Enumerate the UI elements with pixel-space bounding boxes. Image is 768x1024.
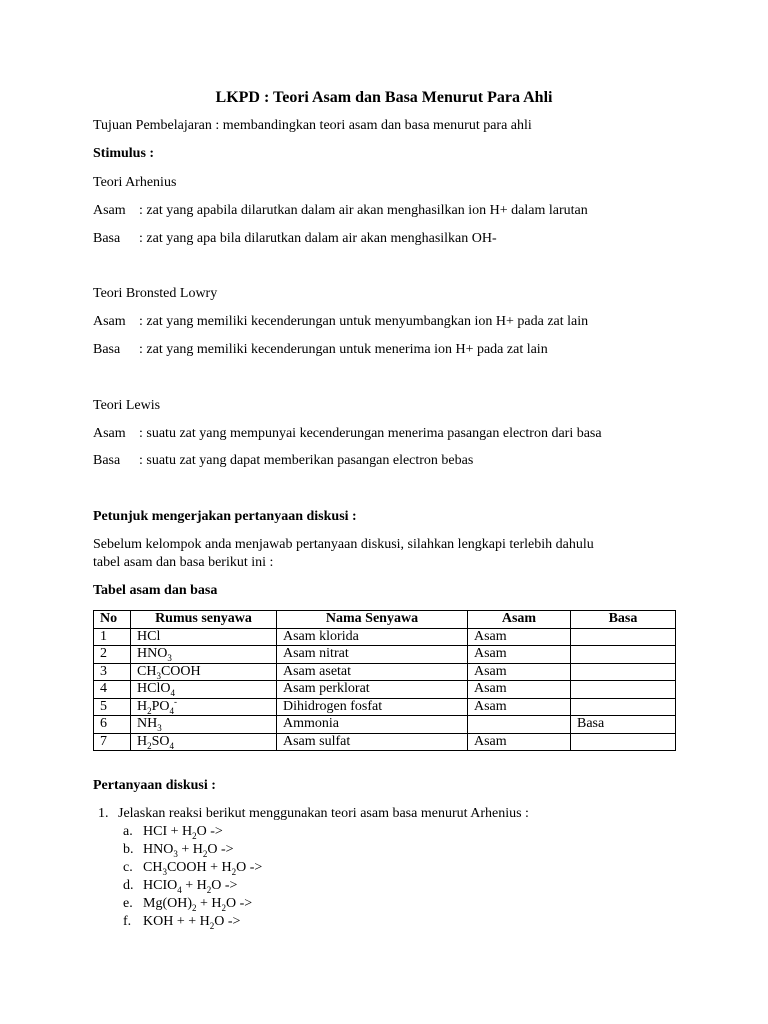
question-item bbox=[98, 805, 718, 931]
base-definition-lewis: : suatu zat yang dapat memberikan pasangan electron bebas bbox=[139, 453, 474, 468]
cell-base bbox=[571, 733, 676, 751]
formula-text: CH bbox=[137, 663, 157, 679]
base-definition-bronsted: : zat yang memiliki kecenderungan untuk menerima ion H+ pada zat lain bbox=[139, 342, 548, 357]
reaction-text: KOH + + H bbox=[143, 914, 210, 929]
cell-acid: Asam bbox=[468, 646, 571, 664]
reaction-subscript: 2 bbox=[202, 848, 208, 859]
reaction-letter: e. bbox=[123, 896, 133, 911]
theory-name-bronsted: Teori Bronsted Lowry bbox=[93, 286, 218, 301]
acid-definition-arhenius: : zat yang apabila dilarutkan dalam air akan menghasilkan ion H+ dalam larutan bbox=[139, 203, 588, 218]
reaction-text: + H bbox=[177, 842, 203, 857]
reaction-text: Mg(OH) bbox=[143, 896, 192, 911]
cell-acid bbox=[468, 716, 571, 734]
acid-label-arhenius: Asam bbox=[93, 203, 126, 218]
formula-superscript: - bbox=[174, 698, 178, 707]
cell-base: Basa bbox=[571, 716, 676, 734]
acid-definition-lewis: : suatu zat yang mempunyai kecenderungan menerima pasangan electron dari basa bbox=[139, 426, 602, 441]
cell-no: 7 bbox=[94, 733, 131, 751]
cell-base bbox=[571, 681, 676, 699]
cell-no: 6 bbox=[94, 716, 131, 734]
reaction-subscript: 2 bbox=[221, 902, 227, 913]
cell-base bbox=[571, 646, 676, 664]
discussion-heading: Pertanyaan diskusi : bbox=[93, 778, 216, 793]
formula-subscript: 2 bbox=[147, 705, 152, 716]
header-formula: Rumus senyawa bbox=[131, 611, 277, 629]
table-row bbox=[94, 681, 676, 699]
cell-name: Ammonia bbox=[277, 716, 468, 734]
cell-no: 5 bbox=[94, 698, 131, 716]
reaction-item bbox=[123, 895, 718, 913]
stimulus-heading: Stimulus : bbox=[93, 146, 155, 161]
reaction-list bbox=[118, 823, 718, 931]
reaction-text: + H bbox=[181, 878, 207, 893]
formula-text: COOH bbox=[160, 663, 201, 679]
formula-subscript: 4 bbox=[170, 688, 175, 698]
table-row bbox=[94, 698, 676, 716]
cell-name: Asam sulfat bbox=[277, 733, 468, 751]
reaction-text: HNO bbox=[143, 842, 174, 857]
formula-subscript: 4 bbox=[169, 705, 175, 716]
reaction-text: O -> bbox=[211, 878, 238, 893]
acid-label-lewis: Asam bbox=[93, 426, 126, 441]
reaction-letter: c. bbox=[123, 860, 133, 875]
table-heading: Tabel asam dan basa bbox=[93, 583, 218, 598]
reaction-item bbox=[123, 841, 718, 859]
cell-acid: Asam bbox=[468, 733, 571, 751]
base-definition-arhenius: : zat yang apa bila dilarutkan dalam air akan menghasilkan OH- bbox=[139, 231, 497, 246]
theory-name-lewis: Teori Lewis bbox=[93, 398, 161, 413]
cell-acid: Asam bbox=[468, 698, 571, 716]
formula-subscript: 3 bbox=[157, 723, 162, 733]
reaction-item bbox=[123, 823, 718, 841]
reaction-text: HCI + H bbox=[143, 824, 193, 839]
reaction-item bbox=[123, 859, 718, 877]
reaction-letter: d. bbox=[123, 878, 134, 893]
reaction-item bbox=[123, 913, 718, 931]
reaction-text: O -> bbox=[236, 860, 263, 875]
reaction-text: HCIO bbox=[143, 878, 178, 893]
header-name: Nama Senyawa bbox=[277, 611, 468, 629]
reaction-letter: f. bbox=[123, 914, 132, 929]
base-label-bronsted: Basa bbox=[93, 342, 121, 357]
table-row bbox=[94, 646, 676, 664]
cell-name: Asam klorida bbox=[277, 628, 468, 646]
discussion-questions bbox=[93, 805, 718, 931]
reaction-text: O -> bbox=[196, 824, 223, 839]
instructions-line-2: tabel asam dan basa berikut ini : bbox=[93, 555, 274, 570]
formula-text: H bbox=[137, 698, 148, 714]
header-no: No bbox=[94, 611, 131, 629]
cell-name: Asam asetat bbox=[277, 663, 468, 681]
cell-formula bbox=[131, 681, 277, 699]
cell-acid: Asam bbox=[468, 663, 571, 681]
reaction-text: O -> bbox=[207, 842, 234, 857]
reaction-subscript: 2 bbox=[209, 920, 215, 931]
formula-text: HCl bbox=[137, 628, 161, 644]
formula-text: HNO bbox=[137, 646, 168, 662]
reaction-subscript: 3 bbox=[162, 866, 167, 877]
table-row bbox=[94, 716, 676, 734]
formula-subscript: 3 bbox=[156, 670, 161, 681]
formula-text: PO bbox=[151, 698, 170, 714]
cell-name: Asam perklorat bbox=[277, 681, 468, 699]
reaction-letter: b. bbox=[123, 842, 134, 857]
cell-base bbox=[571, 663, 676, 681]
acid-definition-bronsted: : zat yang memiliki kecenderungan untuk menyumbangkan ion H+ pada zat lain bbox=[139, 314, 589, 329]
cell-no: 1 bbox=[94, 628, 131, 646]
theory-name-arhenius: Teori Arhenius bbox=[93, 175, 177, 190]
formula-subscript: 2 bbox=[147, 740, 152, 751]
cell-formula bbox=[131, 646, 277, 664]
formula-text: NH bbox=[137, 716, 158, 732]
cell-formula bbox=[131, 733, 277, 751]
cell-name: Asam nitrat bbox=[277, 646, 468, 664]
cell-no: 2 bbox=[94, 646, 131, 664]
header-base: Basa bbox=[571, 611, 676, 629]
reaction-subscript: 2 bbox=[231, 866, 237, 877]
page-title: LKPD : Teori Asam dan Basa Menurut Para Ahli bbox=[215, 89, 553, 106]
reaction-item bbox=[123, 877, 718, 895]
table-row bbox=[94, 628, 676, 646]
reaction-subscript: 4 bbox=[177, 884, 182, 895]
base-label-arhenius: Basa bbox=[93, 231, 121, 246]
cell-formula bbox=[131, 628, 277, 646]
cell-base bbox=[571, 698, 676, 716]
reaction-letter: a. bbox=[123, 824, 133, 839]
reaction-subscript: 2 bbox=[206, 884, 212, 895]
formula-text: SO bbox=[151, 733, 170, 749]
cell-formula bbox=[131, 663, 277, 681]
formula-text: HClO bbox=[137, 681, 171, 697]
cell-acid: Asam bbox=[468, 681, 571, 699]
question-number: 1. bbox=[98, 806, 109, 821]
table-header-row bbox=[94, 611, 676, 629]
reaction-subscript: 2 bbox=[192, 902, 197, 913]
formula-text: H bbox=[137, 733, 148, 749]
cell-formula bbox=[131, 716, 277, 734]
reaction-text: COOH + H bbox=[166, 860, 232, 875]
reaction-subscript: 3 bbox=[173, 848, 178, 859]
learning-objective: Tujuan Pembelajaran : membandingkan teori asam dan basa menurut para ahli bbox=[93, 118, 532, 133]
formula-subscript: 4 bbox=[169, 740, 175, 751]
instructions-heading: Petunjuk mengerjakan pertanyaan diskusi : bbox=[93, 509, 357, 524]
table-row bbox=[94, 663, 676, 681]
reaction-text: O -> bbox=[214, 914, 241, 929]
acid-base-table bbox=[93, 610, 676, 751]
cell-acid: Asam bbox=[468, 628, 571, 646]
reaction-text: + H bbox=[196, 896, 222, 911]
cell-no: 3 bbox=[94, 663, 131, 681]
header-acid: Asam bbox=[468, 611, 571, 629]
formula-subscript: 3 bbox=[167, 653, 172, 663]
reaction-text: O -> bbox=[226, 896, 253, 911]
instructions-line-1: Sebelum kelompok anda menjawab pertanyaan diskusi, silahkan lengkapi terlebih dahulu bbox=[93, 537, 594, 552]
reaction-text: CH bbox=[143, 860, 163, 875]
cell-base bbox=[571, 628, 676, 646]
question-text: Jelaskan reaksi berikut menggunakan teori asam basa menurut Arhenius : bbox=[118, 806, 529, 821]
acid-label-bronsted: Asam bbox=[93, 314, 126, 329]
cell-name: Dihidrogen fosfat bbox=[277, 698, 468, 716]
cell-no: 4 bbox=[94, 681, 131, 699]
reaction-subscript: 2 bbox=[192, 830, 197, 841]
base-label-lewis: Basa bbox=[93, 453, 121, 468]
table-row bbox=[94, 733, 676, 751]
cell-formula bbox=[131, 698, 277, 716]
